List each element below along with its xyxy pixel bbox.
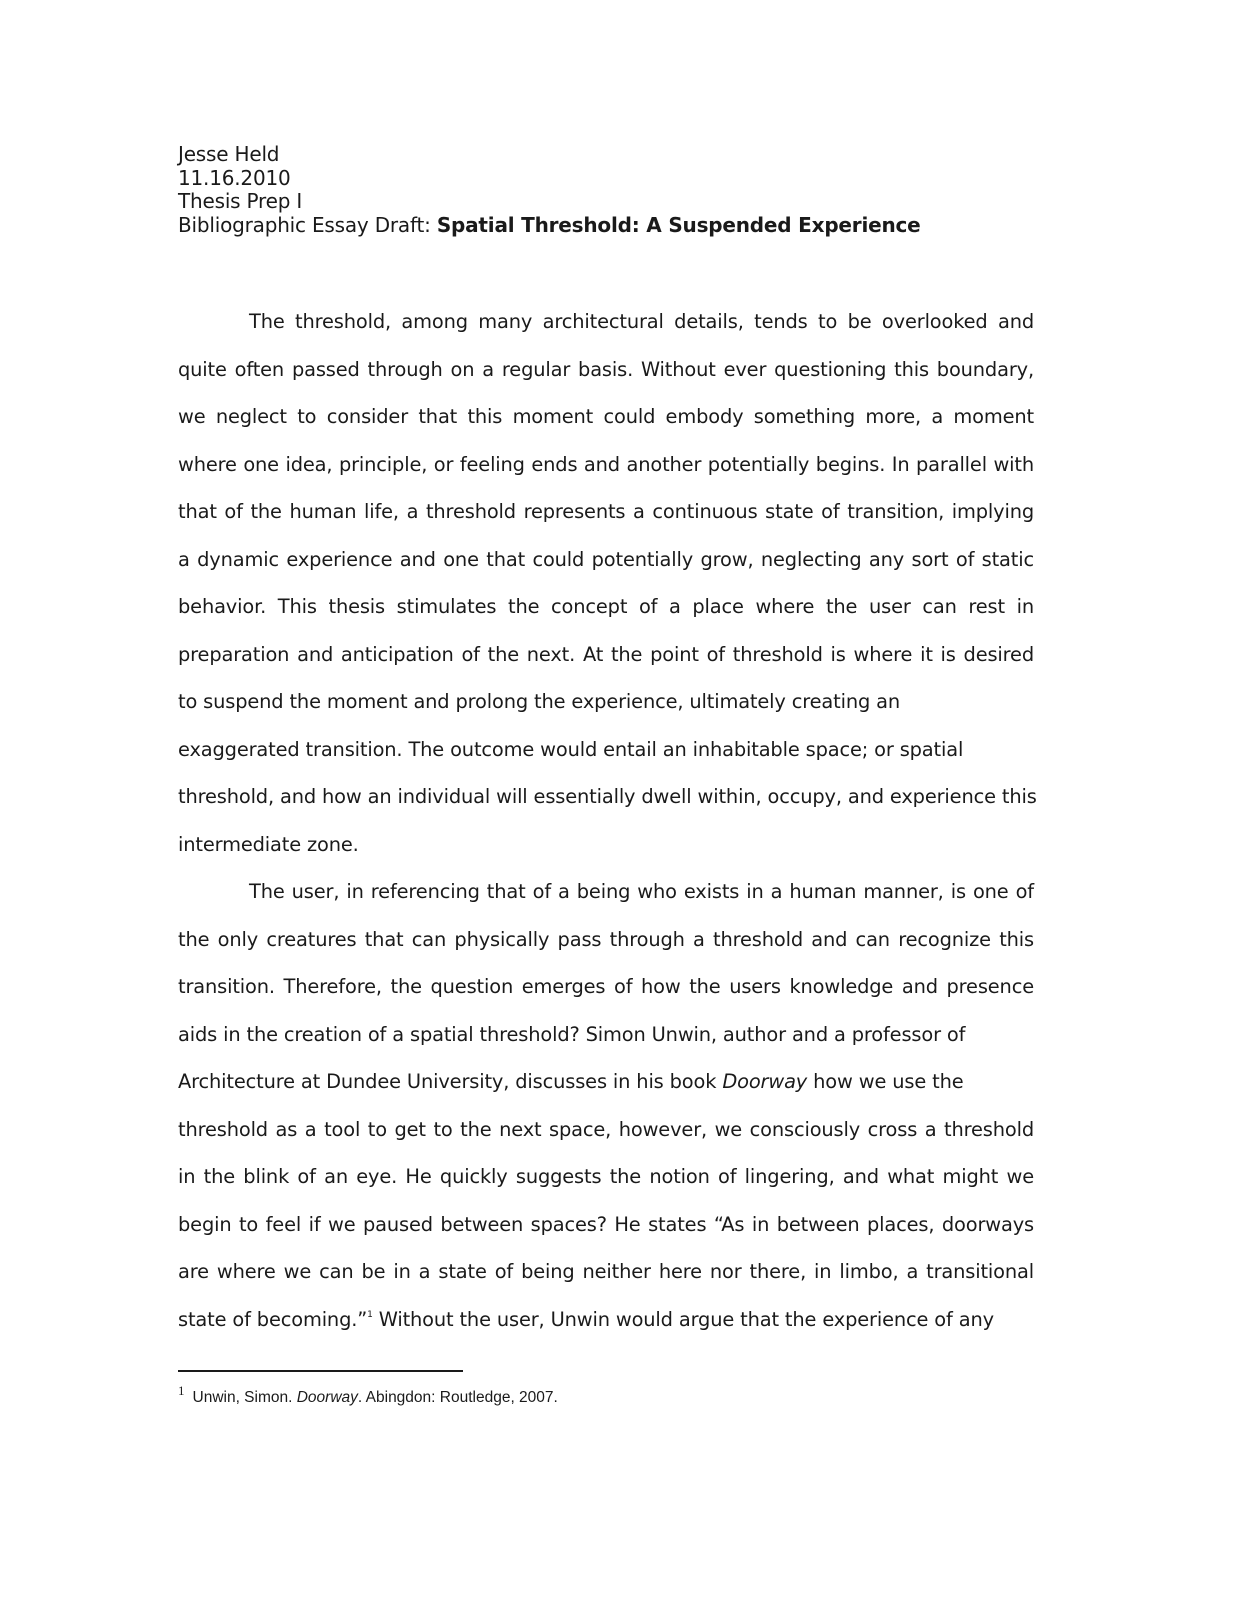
footnote-publication: . Abingdon: Routledge, 2007. xyxy=(357,1389,558,1406)
footnote-divider xyxy=(178,1370,463,1372)
footnote xyxy=(178,1381,1034,1408)
text-line: exaggerated transition. The outcome would entail an inhabitable space; or spatial xyxy=(178,737,964,761)
text-line: the only creatures that can physically pass through a threshold and can recognize this xyxy=(178,927,1034,951)
text-line-with-footnote-ref xyxy=(178,1296,1034,1344)
footnote-reference[interactable]: 1 xyxy=(367,1309,373,1320)
text-line: quite often passed through on a regular basis. Without ever questioning this boundary, xyxy=(178,357,1034,381)
text-line: threshold as a tool to get to the next space, however, we consciously cross a threshold xyxy=(178,1117,1034,1141)
text-line: a dynamic experience and one that could potentially grow, neglecting any sort of static xyxy=(178,547,1034,571)
footnote-author: Unwin, Simon. xyxy=(192,1389,297,1406)
text-line: aids in the creation of a spatial threshold? Simon Unwin, author and a professor of xyxy=(178,1022,966,1046)
text-line: behavior. This thesis stimulates the concept of a place where the user can rest in xyxy=(178,595,1034,618)
essay-title: Spatial Threshold: A Suspended Experience xyxy=(436,212,921,237)
text-line: are where we can be in a state of being neither here nor there, in limbo, a transitional xyxy=(178,1260,1034,1283)
essay-body xyxy=(178,298,1037,1343)
footnote-book-title: Doorway xyxy=(296,1389,358,1406)
course-name: Thesis Prep I xyxy=(178,189,303,213)
book-title: Doorway xyxy=(722,1070,808,1093)
document-header xyxy=(178,143,1058,237)
text-line: threshold, and how an individual will essentially dwell within, occupy, and experience this xyxy=(178,785,1037,808)
paragraph-2 xyxy=(178,868,1034,1343)
text-line: to suspend the moment and prolong the experience, ultimately creating an xyxy=(178,690,901,713)
text-line: begin to feel if we paused between spaces? He states “As in between places, doorways xyxy=(178,1212,1034,1236)
text-line: The user, in referencing that of a being who exists in a human manner, is one of xyxy=(249,880,1034,903)
paragraph-1 xyxy=(178,298,1037,868)
text-fragment: how we use the xyxy=(807,1070,964,1093)
text-fragment: Without the user, Unwin would argue that the experience of any xyxy=(372,1307,994,1331)
author-name: Jesse Held xyxy=(178,142,280,166)
essay-title-prefix: Bibliographic Essay Draft: xyxy=(178,212,437,237)
text-line: we neglect to consider that this moment could embody something more, a moment xyxy=(178,405,1034,428)
text-fragment: Architecture at Dundee University, discusses in his book xyxy=(178,1070,723,1093)
text-line: transition. Therefore, the question emerges of how the users knowledge and presence xyxy=(178,975,1034,998)
text-line-with-book-title xyxy=(178,1058,1034,1106)
text-line: where one idea, principle, or feeling ends and another potentially begins. In parallel with xyxy=(178,452,1034,476)
text-line: The threshold, among many architectural details, tends to be overlooked and xyxy=(249,310,1034,333)
document-date: 11.16.2010 xyxy=(178,165,291,190)
essay-title-line xyxy=(178,214,1058,238)
text-line: in the blink of an eye. He quickly suggests the notion of lingering, and what might we xyxy=(178,1165,1034,1188)
text-line: that of the human life, a threshold represents a continuous state of transition, implying xyxy=(178,500,1034,523)
text-fragment: state of becoming.” xyxy=(178,1307,368,1331)
text-line: preparation and anticipation of the next. At the point of threshold is where it is desired xyxy=(178,642,1034,666)
footnote-number: 1 xyxy=(178,1383,185,1398)
text-line: intermediate zone. xyxy=(178,832,359,856)
